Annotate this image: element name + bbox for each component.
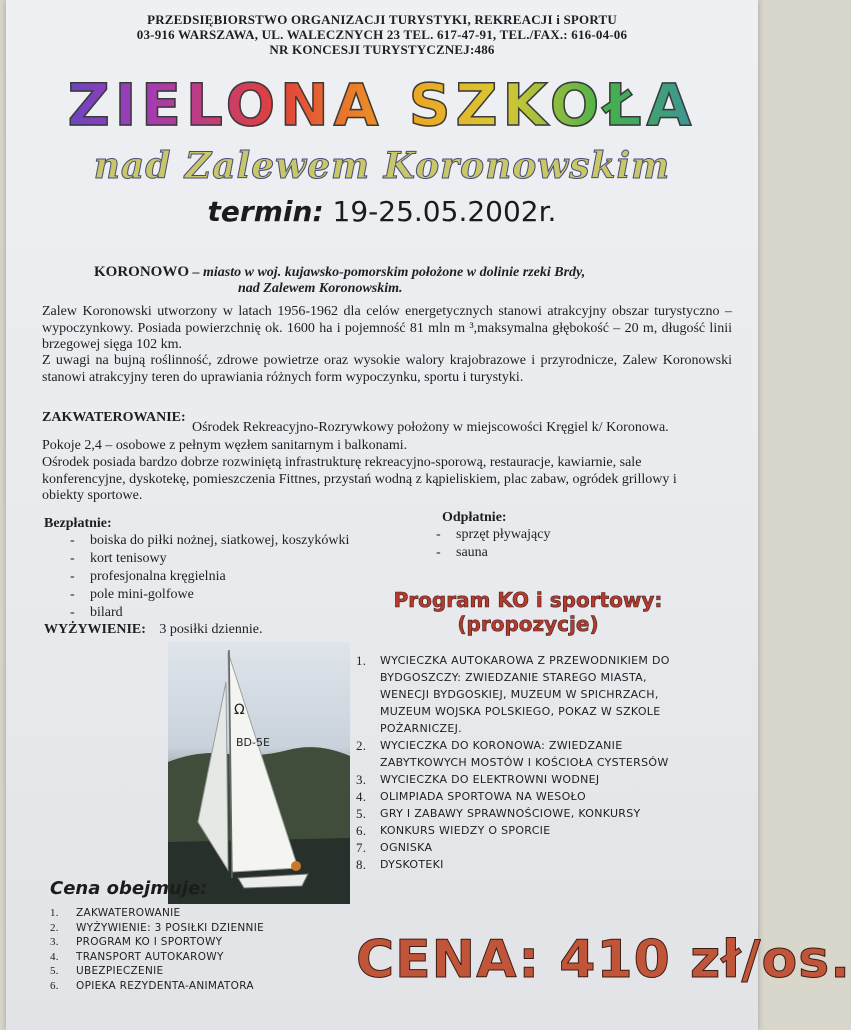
list-item: 5. GRY I ZABAWY SPRAWNOŚCIOWE, KONKURSY bbox=[356, 806, 641, 821]
list-item: 3. WYCIECZKA DO ELEKTROWNI WODNEJ bbox=[356, 772, 600, 787]
list-item: 1. ZAKWATEROWANIE bbox=[50, 907, 181, 919]
sail-symbol: Ω bbox=[234, 702, 245, 718]
main-title: ZIELONA SZKOŁA bbox=[6, 70, 758, 140]
accommodation-facilities: Ośrodek posiada bardzo dobrze rozwiniętą infrastrukturę rekreacyjno-sporową, restauracje, kawiarnie, sale konferencyjne, dyskotekę, pomieszczenia Fittnes, przystań wodną z kąpieliskiem, plac zabaw, ogródek grillowy i obiekty sportowe. bbox=[42, 455, 677, 503]
list-item: 7. OGNISKA bbox=[356, 840, 433, 855]
town-intro bbox=[94, 264, 654, 297]
free-heading: Bezpłatnie: bbox=[44, 516, 112, 531]
list-item: 1. WYCIECZKA AUTOKAROWA Z PRZEWODNIKIEM DO BYDGOSZCZY: ZWIEDZANIE STAREGO MIASTA, WENECJI BYDGOSKIEJ, MUZEUM W SPICHRZACH, MUZEUM WOJSKA POLSKIEGO, POKAZ W SZKOLE POŻARNICZEJ. bbox=[356, 653, 670, 735]
list-item: - sprzęt pływający bbox=[426, 526, 550, 544]
subtitle: nad Zalewem Koronowskim bbox=[93, 145, 671, 187]
date-line bbox=[6, 195, 758, 228]
town-desc-1: – miasto w woj. kujawsko-pomorskim położone w dolinie rzeki Brdy, bbox=[192, 265, 586, 280]
sailboat-photo bbox=[168, 642, 350, 904]
license-number: NR KONCESJI TURYSTYCZNEJ:486 bbox=[269, 42, 495, 57]
date-label: termin: bbox=[207, 195, 324, 228]
program-list bbox=[356, 652, 696, 873]
town-name: KORONOWO bbox=[94, 264, 190, 280]
price-includes-title: Cena obejmuje: bbox=[50, 878, 208, 899]
free-list bbox=[60, 532, 349, 622]
list-item: 4. OLIMPIADA SPORTOWA NA WESOŁO bbox=[356, 789, 586, 804]
program-title bbox=[378, 588, 678, 636]
flyer-sheet bbox=[6, 0, 851, 1030]
sail-number: BD-5E bbox=[236, 736, 270, 749]
list-item: - profesjonalna kręgielnia bbox=[60, 568, 349, 586]
list-item: 5. UBEZPIECZENIE bbox=[50, 965, 164, 977]
list-item: 2. WYŻYWIENIE: 3 POSIŁKI DZIENNIE bbox=[50, 921, 265, 934]
program-title-sub: (propozycje) bbox=[457, 612, 599, 636]
company-name: PRZEDSIĘBIORSTWO ORGANIZACJI TURYSTYKI, REKREACJI i SPORTU bbox=[147, 12, 617, 27]
accommodation-heading: ZAKWATEROWANIE: bbox=[42, 410, 186, 425]
lake-attractions: Z uwagi na bujną roślinność, zdrowe powietrze oraz wysokie walory krajobrazowe i przyrodnicze, Zalew Koronowski stanowi atrakcyjny teren do uprawiania różnych form wypoczynku, sportu i turystyki. bbox=[42, 353, 732, 385]
list-item: 4. TRANSPORT AUTOKAROWY bbox=[50, 950, 224, 963]
list-item: 2. WYCIECZKA DO KORONOWA: ZWIEDZANIE ZABYTKOWYCH MOSTÓW I KOŚCIOŁA CYSTERSÓW bbox=[356, 738, 669, 769]
program-title-main: Program KO i sportowy: bbox=[393, 588, 663, 612]
list-item: - kort tenisowy bbox=[60, 550, 349, 568]
list-item: 6. KONKURS WIEDZY O SPORCIE bbox=[356, 823, 551, 838]
meals-value: 3 posiłki dziennie. bbox=[159, 622, 263, 637]
list-item: - bilard bbox=[60, 604, 349, 622]
sailboat-illustration bbox=[168, 642, 350, 904]
paid-list bbox=[426, 526, 550, 562]
price-includes-list bbox=[50, 906, 350, 993]
list-item: 8. DYSKOTEKI bbox=[356, 857, 444, 872]
company-address: 03-916 WARSZAWA, UL. WALECZNYCH 23 TEL. 617-47-91, TEL./FAX.: 616-04-06 bbox=[136, 27, 628, 42]
lake-description: Zalew Koronowski utworzony w latach 1956-1962 dla celów energetycznych stanowi atrakcyjny obszar turystyczno – wypoczynkowy. Posiada powierzchnię ok. 1600 ha i pojemność 81 mln m ³,maksymalna głębokość – 20 m, długość linii brzegowej sięga 102 km. bbox=[42, 304, 732, 352]
list-item: 6. OPIEKA REZYDENTA-ANIMATORA bbox=[50, 979, 254, 992]
accommodation-rooms: Pokoje 2,4 – osobowe z pełnym węzłem sanitarnym i balkonami. bbox=[42, 438, 408, 453]
list-item: - boiska do piłki nożnej, siatkowej, koszykówki bbox=[60, 532, 349, 550]
price-label: CENA: 410 zł/os. bbox=[356, 930, 851, 990]
accommodation-resort: Ośrodek Rekreacyjno-Rozrywkowy położony w miejscowości Kręgiel k/ Koronowa. bbox=[192, 420, 669, 435]
list-item: - sauna bbox=[426, 544, 550, 562]
date-value: 19-25.05.2002r. bbox=[332, 195, 557, 228]
list-item: 3. PROGRAM KO I SPORTOWY bbox=[50, 936, 223, 948]
meals-label: WYŻYWIENIE: bbox=[44, 622, 146, 637]
list-item: - pole mini-golfowe bbox=[60, 586, 349, 604]
town-desc-2: nad Zalewem Koronowskim. bbox=[238, 281, 403, 296]
paid-heading: Odpłatnie: bbox=[442, 510, 507, 525]
company-header bbox=[6, 12, 758, 57]
meals-line bbox=[44, 622, 262, 639]
